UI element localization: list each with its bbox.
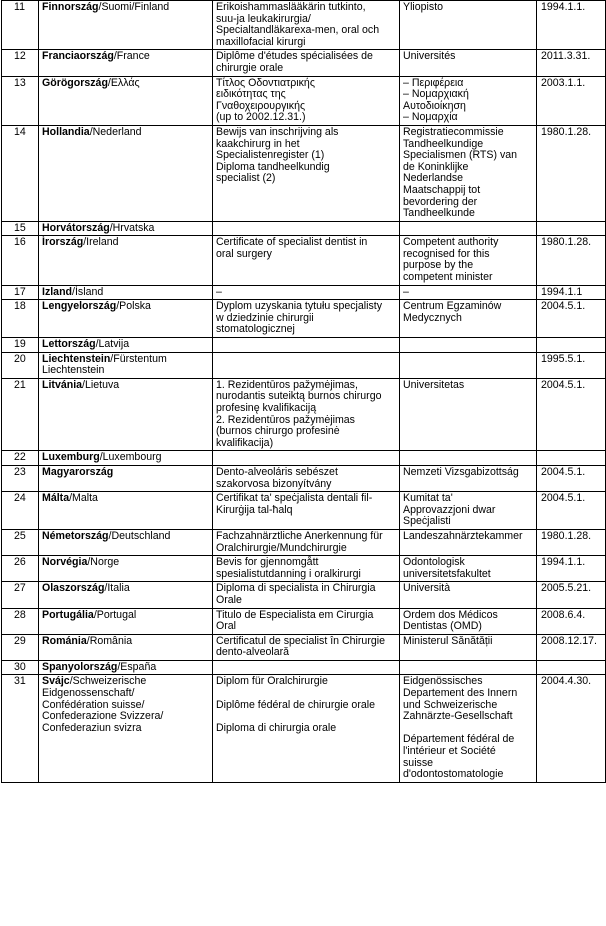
awarding-body-cell [400, 451, 537, 466]
awarding-body-cell: Ministerul Sănătății [400, 634, 537, 660]
table-row [2, 352, 606, 378]
reference-date-cell [537, 221, 606, 236]
qualification-cell: 1. Rezidentūros pažymėjimas, nurodantis suteiktą burnos chirurgo profesinę kvalifikaciją 2. Rezidentūros pažymėjimas (burnos chirurgo profesinė kvalifikacija) [213, 378, 400, 451]
country-name-hungarian: Izland [42, 285, 73, 298]
qualification-cell: Bevis for gjennomgått spesialistutdanning i oralkirurgi [213, 556, 400, 582]
row-number: 30 [2, 660, 39, 675]
table-row [2, 50, 606, 76]
awarding-body-cell: Eidgenössisches Departement des Innern und Schweizerische Zahnärzte-Gesellschaft Département fédéral de l'intérieur et Société suisse d'odontostomatologie [400, 675, 537, 782]
table-row [2, 582, 606, 608]
country-cell [39, 634, 213, 660]
row-number: 20 [2, 352, 39, 378]
qualification-cell: Dyplom uzyskania tytułu specjalisty w dziedzinie chirurgii stomatologicznej [213, 300, 400, 338]
country-cell [39, 50, 213, 76]
reference-date-cell: 2004.5.1. [537, 378, 606, 451]
country-name-local: /Lietuva [82, 378, 120, 391]
table-row [2, 660, 606, 675]
country-name-local: /Norge [87, 556, 120, 569]
row-number: 14 [2, 125, 39, 221]
table-row [2, 451, 606, 466]
reference-date-cell: 1980.1.28. [537, 236, 606, 285]
table-row [2, 285, 606, 300]
country-name-local: /Nederland [89, 125, 142, 138]
country-cell [39, 236, 213, 285]
qualification-cell: Dento-alveoláris sebészet szakorvosa bizonyítvány [213, 465, 400, 491]
reference-date-cell: 2008.12.17. [537, 634, 606, 660]
country-name-local: /Latvija [95, 338, 130, 351]
row-number: 23 [2, 465, 39, 491]
country-name-local: /Ireland [83, 236, 119, 249]
reference-date-cell: 2004.5.1. [537, 465, 606, 491]
qualification-cell: – [213, 285, 400, 300]
row-number: 16 [2, 236, 39, 285]
reference-date-cell: 1994.1.1. [537, 1, 606, 50]
country-name-hungarian: Horvátország [42, 221, 110, 234]
country-cell [39, 675, 213, 782]
reference-date-cell: 1980.1.28. [537, 125, 606, 221]
country-name-hungarian: Spanyolország [42, 660, 118, 673]
country-cell [39, 76, 213, 125]
country-name-hungarian: Lettország [42, 338, 96, 351]
country-name-local: /Fürstentum Liechtenstein [42, 352, 167, 377]
reference-date-cell: 1995.5.1. [537, 352, 606, 378]
country-name-local: /Deutschland [108, 529, 171, 542]
country-name-local: /France [113, 50, 150, 63]
country-cell [39, 378, 213, 451]
awarding-body-cell: Registratiecommissie Tandheelkundige Specialismen (RTS) van de Koninklijke Nederlandse Maatschappij tot bevordering der Tandheelkunde [400, 125, 537, 221]
country-name-hungarian: Litvánia [42, 378, 83, 391]
reference-date-cell: 2011.3.31. [537, 50, 606, 76]
country-name-local: /Schweizerische Eidgenossenschaft/ Confédération suisse/ Confederazione Svizzera/ Confederaziun svizra [42, 675, 164, 734]
awarding-body-cell: Odontologisk universitetsfakultet [400, 556, 537, 582]
awarding-body-cell [400, 221, 537, 236]
awarding-body-cell: Competent authority recognised for this purpose by the competent minister [400, 236, 537, 285]
country-name-hungarian: Franciaország [42, 50, 114, 63]
qualification-cell: Erikoishammaslääkärin tutkinto, suu-ja leukakirurgia/ Specialtandläkarexa-men, oral och maxillofacial kirurgi [213, 1, 400, 50]
country-name-local: /Hrvatska [109, 221, 155, 234]
row-number: 29 [2, 634, 39, 660]
qualification-cell: Ċertifikat ta' speċjalista dentali fil- Kirurġija tal-ħalq [213, 492, 400, 530]
awarding-body-cell: Yliopisto [400, 1, 537, 50]
table-row [2, 608, 606, 634]
table-row [2, 675, 606, 782]
qualification-cell: Diplom für Oralchirurgie Diplôme fédéral de chirurgie orale Diploma di chirurgia orale [213, 675, 400, 782]
country-name-hungarian: Írország [42, 236, 84, 249]
awarding-body-cell: Università [400, 582, 537, 608]
awarding-body-cell: Universités [400, 50, 537, 76]
row-number: 22 [2, 451, 39, 466]
qualification-cell: Certificate of specialist dentist in oral surgery [213, 236, 400, 285]
awarding-body-cell: – Περιφέρεια – Νομαρχιακή Αυτοδιοίκηση – Νομαρχία [400, 76, 537, 125]
awarding-body-cell: Universitetas [400, 378, 537, 451]
country-name-hungarian: Norvégia [42, 556, 88, 569]
qualification-cell: Diplôme d'études spécialisées de chirurgie orale [213, 50, 400, 76]
table-row [2, 529, 606, 555]
table-body [2, 1, 606, 783]
table-row [2, 338, 606, 353]
country-cell [39, 1, 213, 50]
awarding-body-cell: Centrum Egzaminów Medycznych [400, 300, 537, 338]
country-name-hungarian: Finnország [42, 1, 99, 13]
qualification-cell: Bewijs van inschrijving als kaakchirurg in het Specialistenregister (1) Diploma tandheelkundig specialist (2) [213, 125, 400, 221]
awarding-body-cell [400, 338, 537, 353]
row-number: 19 [2, 338, 39, 353]
awarding-body-cell: Kumitat ta' Approvazzjoni dwar Speċjalisti [400, 492, 537, 530]
row-number: 27 [2, 582, 39, 608]
country-cell [39, 451, 213, 466]
country-name-local: /Ísland [72, 285, 104, 298]
qualification-cell: Τίτλος Οδοντιατρικής ειδικότητας της Γναθοχειρουργικής (up to 2002.12.31.) [213, 76, 400, 125]
reference-date-cell: 1980.1.28. [537, 529, 606, 555]
country-name-local: /Italia [104, 582, 130, 595]
country-name-hungarian: Románia [42, 634, 87, 647]
reference-date-cell: 2008.6.4. [537, 608, 606, 634]
country-cell [39, 465, 213, 491]
row-number: 17 [2, 285, 39, 300]
country-cell [39, 556, 213, 582]
table-row [2, 76, 606, 125]
country-name-local: /Polska [116, 300, 151, 313]
qualification-cell [213, 338, 400, 353]
country-name-hungarian: Luxemburg [42, 451, 100, 464]
country-cell [39, 608, 213, 634]
qualification-cell: Diploma di specialista in Chirurgia Orale [213, 582, 400, 608]
country-cell [39, 352, 213, 378]
reference-date-cell [537, 660, 606, 675]
table-row [2, 465, 606, 491]
table-row [2, 378, 606, 451]
table-row [2, 300, 606, 338]
country-cell [39, 529, 213, 555]
reference-date-cell: 2004.4.30. [537, 675, 606, 782]
country-cell [39, 300, 213, 338]
country-cell [39, 125, 213, 221]
awarding-body-cell: – [400, 285, 537, 300]
country-name-hungarian: Hollandia [42, 125, 90, 138]
awarding-body-cell: Ordem dos Médicos Dentistas (OMD) [400, 608, 537, 634]
country-name-hungarian: Olaszország [42, 582, 105, 595]
row-number: 18 [2, 300, 39, 338]
country-name-local: /Portugal [93, 608, 137, 621]
qualification-cell: Fachzahnärztliche Anerkennung für Oralchirurgie/Mundchirurgie [213, 529, 400, 555]
row-number: 24 [2, 492, 39, 530]
table-row [2, 634, 606, 660]
country-name-hungarian: Málta [42, 492, 70, 505]
reference-date-cell: 1994.1.1. [537, 556, 606, 582]
row-number: 26 [2, 556, 39, 582]
row-number: 12 [2, 50, 39, 76]
row-number: 15 [2, 221, 39, 236]
reference-date-cell: 2003.1.1. [537, 76, 606, 125]
country-cell [39, 338, 213, 353]
reference-date-cell: 2004.5.1. [537, 492, 606, 530]
reference-date-cell [537, 451, 606, 466]
row-number: 28 [2, 608, 39, 634]
row-number: 21 [2, 378, 39, 451]
row-number: 11 [2, 1, 39, 50]
table-row [2, 236, 606, 285]
table-row [2, 492, 606, 530]
country-name-hungarian: Lengyelország [42, 300, 117, 313]
awarding-body-cell [400, 352, 537, 378]
table-row [2, 1, 606, 50]
country-name-hungarian: Görögország [42, 76, 108, 89]
country-name-hungarian: Liechtenstein [42, 352, 111, 365]
table-row [2, 125, 606, 221]
qualification-cell [213, 660, 400, 675]
country-cell [39, 285, 213, 300]
country-name-hungarian: Németország [42, 529, 109, 542]
country-name-hungarian: Portugália [42, 608, 94, 621]
country-name-local: /Ελλάς [107, 76, 140, 89]
country-name-local: /Suomi/Finland [98, 1, 170, 13]
qualification-cell [213, 221, 400, 236]
row-number: 31 [2, 675, 39, 782]
row-number: 25 [2, 529, 39, 555]
reference-date-cell: 1994.1.1 [537, 285, 606, 300]
reference-date-cell: 2004.5.1. [537, 300, 606, 338]
specialist-qualifications-table [1, 0, 606, 783]
country-cell [39, 492, 213, 530]
country-name-local: /Malta [69, 492, 98, 505]
country-name-local: /Luxembourg [99, 451, 162, 464]
country-cell [39, 660, 213, 675]
reference-date-cell: 2005.5.21. [537, 582, 606, 608]
qualification-cell [213, 352, 400, 378]
qualification-cell: Certificatul de specialist în Chirurgie dento-alveolară [213, 634, 400, 660]
country-name-hungarian: Magyarország [42, 465, 114, 478]
country-cell [39, 221, 213, 236]
table-row [2, 221, 606, 236]
table-row [2, 556, 606, 582]
awarding-body-cell [400, 660, 537, 675]
country-cell [39, 582, 213, 608]
country-name-local: /România [86, 634, 133, 647]
row-number: 13 [2, 76, 39, 125]
qualification-cell: Titulo de Especialista em Cirurgia Oral [213, 608, 400, 634]
reference-date-cell [537, 338, 606, 353]
awarding-body-cell: Landeszahnärztekammer [400, 529, 537, 555]
awarding-body-cell: Nemzeti Vizsgabizottság [400, 465, 537, 491]
qualification-cell [213, 451, 400, 466]
country-name-hungarian: Svájc [42, 675, 70, 688]
country-name-local: /España [117, 660, 157, 673]
